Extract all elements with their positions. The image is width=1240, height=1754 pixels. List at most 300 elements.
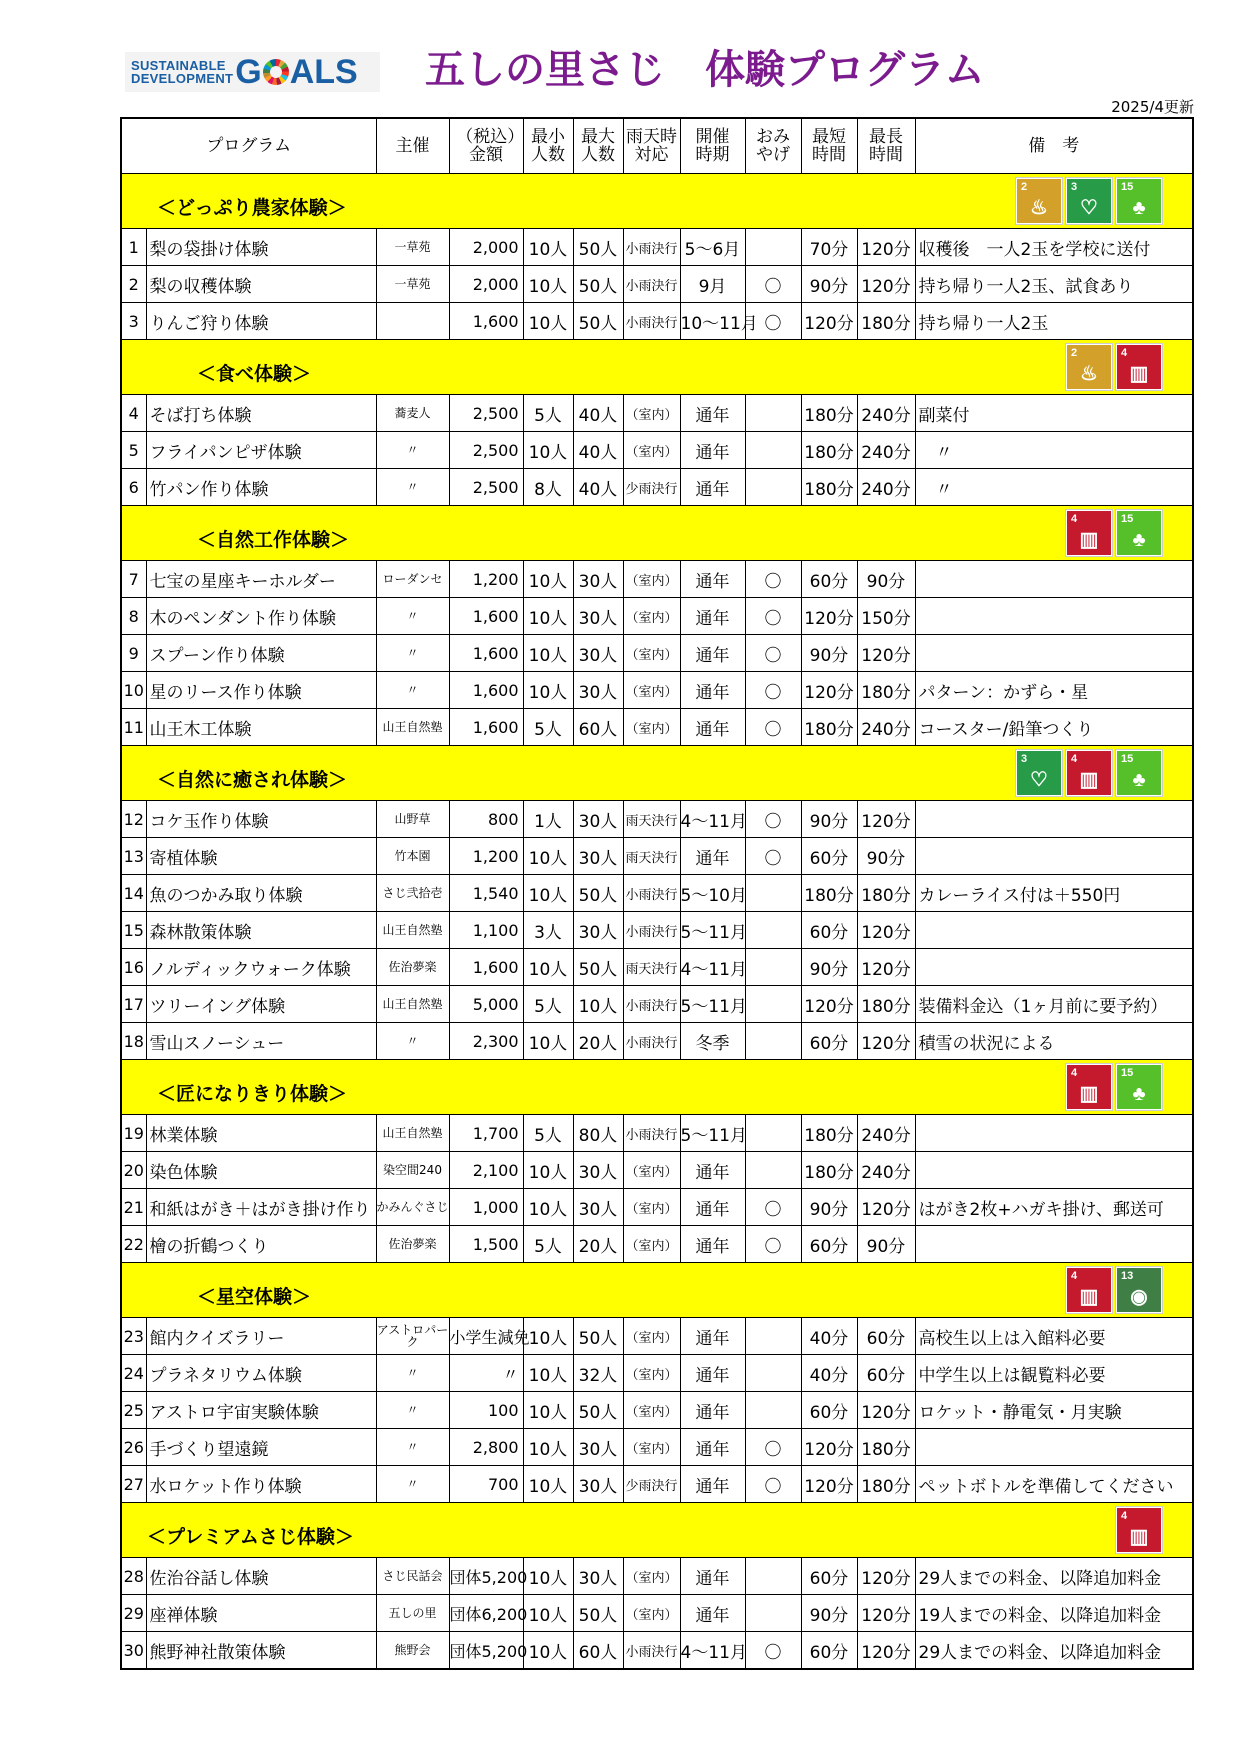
- shortest-time: 90分: [801, 1595, 857, 1632]
- rain-policy: （室内）: [623, 1355, 680, 1392]
- remarks: コースター/鉛筆つくり: [915, 709, 1193, 746]
- price: 1,100: [449, 912, 523, 949]
- min-people: 10人: [523, 875, 573, 912]
- updated-date: 2025/4更新: [1111, 98, 1194, 116]
- shortest-time: 120分: [801, 672, 857, 709]
- row-number: 14: [121, 875, 146, 912]
- table-row: [121, 1466, 1193, 1503]
- sdg-goal-icons: [1016, 178, 1162, 224]
- shortest-time: 90分: [801, 949, 857, 986]
- remarks: ペットボトルを準備してください: [915, 1466, 1193, 1503]
- price: 1,200: [449, 561, 523, 598]
- rain-policy: 少雨決行: [623, 469, 680, 506]
- remarks: [915, 1226, 1193, 1263]
- book-icon: ▥: [1079, 1083, 1099, 1105]
- longest-time: 60分: [857, 1355, 915, 1392]
- host-name: 〃: [376, 635, 449, 672]
- longest-time: 240分: [857, 395, 915, 432]
- remarks: 持ち帰り一人2玉: [915, 303, 1193, 340]
- section-header-cell: [121, 1503, 1193, 1558]
- max-people: 80人: [573, 1115, 623, 1152]
- rain-policy: （室内）: [623, 1318, 680, 1355]
- program-name: 寄植体験: [146, 838, 376, 875]
- price: 1,000: [449, 1189, 523, 1226]
- shortest-time: 40分: [801, 1318, 857, 1355]
- header-price-label: （税込）金額: [456, 127, 516, 165]
- period: 通年: [680, 1429, 745, 1466]
- longest-time: 240分: [857, 469, 915, 506]
- max-people: 30人: [573, 1466, 623, 1503]
- sdg-goal-13-eye-globe-icon: [1116, 1267, 1162, 1313]
- sdg-goal-number: 2: [1021, 181, 1028, 193]
- rain-policy: （室内）: [623, 635, 680, 672]
- max-people: 40人: [573, 469, 623, 506]
- host-name: 〃: [376, 432, 449, 469]
- section-header-cell: [121, 174, 1193, 229]
- page-title: 五しの里さじ 体験プログラム: [425, 47, 985, 93]
- rain-policy: （室内）: [623, 432, 680, 469]
- remarks: 装備料金込（1ヶ月前に要予約）: [915, 986, 1193, 1023]
- rain-policy: 小雨決行: [623, 1115, 680, 1152]
- book-icon: ▥: [1079, 529, 1099, 551]
- program-name: コケ玉作り体験: [146, 801, 376, 838]
- sdgs-logo: [125, 52, 380, 92]
- souvenir-mark: 〇: [745, 1226, 801, 1263]
- min-people: 1人: [523, 801, 573, 838]
- longest-time: 120分: [857, 1632, 915, 1670]
- program-name: 七宝の星座キーホルダー: [146, 561, 376, 598]
- longest-time: 120分: [857, 1392, 915, 1429]
- remarks: [915, 1429, 1193, 1466]
- program-name: プラネタリウム体験: [146, 1355, 376, 1392]
- program-name: 森林散策体験: [146, 912, 376, 949]
- remarks: 〃: [915, 432, 1193, 469]
- book-icon: ▥: [1129, 1526, 1149, 1548]
- row-number: 19: [121, 1115, 146, 1152]
- program-name: フライパンピザ体験: [146, 432, 376, 469]
- shortest-time: 90分: [801, 1189, 857, 1226]
- period: 9月: [680, 266, 745, 303]
- price: 700: [449, 1466, 523, 1503]
- period: 5～11月: [680, 912, 745, 949]
- sdg-goal-4-book-icon: [1066, 1267, 1112, 1313]
- program-name: アストロ宇宙実験体験: [146, 1392, 376, 1429]
- table-row: [121, 1226, 1193, 1263]
- host-name: かみんぐさじ: [376, 1189, 449, 1226]
- sdg-goal-3-heartbeat-icon: [1066, 178, 1112, 224]
- program-name: 手づくり望遠鏡: [146, 1429, 376, 1466]
- bowl-icon: ♨: [1080, 363, 1098, 385]
- max-people: 40人: [573, 432, 623, 469]
- souvenir-mark: [745, 1595, 801, 1632]
- remarks: [915, 949, 1193, 986]
- souvenir-mark: [745, 432, 801, 469]
- sdg-goal-number: 3: [1071, 181, 1078, 193]
- rain-policy: （室内）: [623, 395, 680, 432]
- remarks: はがき2枚+ハガキ掛け、郵送可: [915, 1189, 1193, 1226]
- souvenir-mark: [745, 395, 801, 432]
- section-title: ＜食べ体験＞: [197, 363, 312, 385]
- remarks: 高校生以上は入館料必要: [915, 1318, 1193, 1355]
- row-number: 9: [121, 635, 146, 672]
- row-number: 30: [121, 1632, 146, 1670]
- rain-policy: （室内）: [623, 1595, 680, 1632]
- sdg-goal-4-book-icon: [1066, 750, 1112, 796]
- sdg-goal-icons: [1066, 1064, 1162, 1110]
- souvenir-mark: 〇: [745, 709, 801, 746]
- section-title: ＜星空体験＞: [197, 1286, 312, 1308]
- shortest-time: 70分: [801, 229, 857, 266]
- min-people: 10人: [523, 598, 573, 635]
- program-name: ノルディックウォーク体験: [146, 949, 376, 986]
- souvenir-mark: [745, 1023, 801, 1060]
- min-people: 10人: [523, 1355, 573, 1392]
- section-title: ＜プレミアムさじ体験＞: [147, 1526, 354, 1548]
- min-people: 10人: [523, 672, 573, 709]
- rain-policy: （室内）: [623, 672, 680, 709]
- remarks: 〃: [915, 469, 1193, 506]
- row-number: 16: [121, 949, 146, 986]
- sdgs-logo-goals: G ALS: [235, 53, 358, 91]
- price: 1,500: [449, 1226, 523, 1263]
- program-name: 山王木工体験: [146, 709, 376, 746]
- remarks: 持ち帰り一人2玉、試食あり: [915, 266, 1193, 303]
- max-people: 60人: [573, 709, 623, 746]
- host-name: 〃: [376, 1429, 449, 1466]
- table-row: [121, 1429, 1193, 1466]
- sdg-goal-number: 15: [1121, 1067, 1134, 1079]
- rain-policy: （室内）: [623, 1152, 680, 1189]
- section-header-row: [121, 746, 1193, 801]
- max-people: 20人: [573, 1023, 623, 1060]
- souvenir-mark: 〇: [745, 561, 801, 598]
- rain-policy: （室内）: [623, 1189, 680, 1226]
- price: 1,600: [449, 672, 523, 709]
- sdg-goal-number: 4: [1071, 1067, 1078, 1079]
- souvenir-mark: 〇: [745, 1429, 801, 1466]
- table-row: [121, 801, 1193, 838]
- host-name: 山王自然塾: [376, 986, 449, 1023]
- host-name: 〃: [376, 598, 449, 635]
- price: 800: [449, 801, 523, 838]
- shortest-time: 120分: [801, 986, 857, 1023]
- section-header-cell: [121, 1263, 1193, 1318]
- max-people: 60人: [573, 1632, 623, 1670]
- header-shortest-label: 最短時間: [812, 127, 846, 165]
- longest-time: 180分: [857, 875, 915, 912]
- period: 通年: [680, 1466, 745, 1503]
- min-people: 5人: [523, 1115, 573, 1152]
- program-name: 雪山スノーシュー: [146, 1023, 376, 1060]
- table-row: [121, 912, 1193, 949]
- period: 10～11月: [680, 303, 745, 340]
- rain-policy: 小雨決行: [623, 303, 680, 340]
- header-min: [523, 118, 573, 174]
- sdg-goal-number: 4: [1071, 513, 1078, 525]
- longest-time: 180分: [857, 1466, 915, 1503]
- section-title: ＜自然工作体験＞: [197, 529, 350, 551]
- sdg-goal-icons: [1116, 1507, 1162, 1553]
- remarks: [915, 912, 1193, 949]
- price: 2,800: [449, 1429, 523, 1466]
- longest-time: 180分: [857, 986, 915, 1023]
- table-row: [121, 1558, 1193, 1595]
- price: 2,300: [449, 1023, 523, 1060]
- max-people: 40人: [573, 395, 623, 432]
- remarks: [915, 561, 1193, 598]
- sdg-goal-15-tree-icon: [1116, 750, 1162, 796]
- shortest-time: 180分: [801, 469, 857, 506]
- table-row: [121, 672, 1193, 709]
- table-row: [121, 266, 1193, 303]
- period: 5～6月: [680, 229, 745, 266]
- price: 団体5,200: [449, 1558, 523, 1595]
- program-name: 星のリース作り体験: [146, 672, 376, 709]
- souvenir-mark: 〇: [745, 303, 801, 340]
- remarks: 副菜付: [915, 395, 1193, 432]
- price: 2,000: [449, 266, 523, 303]
- row-number: 8: [121, 598, 146, 635]
- price: 1,600: [449, 598, 523, 635]
- table-row: [121, 229, 1193, 266]
- shortest-time: 90分: [801, 635, 857, 672]
- table-row: [121, 1355, 1193, 1392]
- program-table: [120, 117, 1194, 1670]
- rain-policy: 小雨決行: [623, 986, 680, 1023]
- table-row: [121, 986, 1193, 1023]
- row-number: 13: [121, 838, 146, 875]
- host-name: 〃: [376, 1466, 449, 1503]
- host-name: 五しの里: [376, 1595, 449, 1632]
- remarks: [915, 1152, 1193, 1189]
- header-rain: [623, 118, 680, 174]
- period: 通年: [680, 709, 745, 746]
- rain-policy: 小雨決行: [623, 912, 680, 949]
- shortest-time: 180分: [801, 875, 857, 912]
- table-row: [121, 1189, 1193, 1226]
- souvenir-mark: [745, 1558, 801, 1595]
- price: 1,600: [449, 635, 523, 672]
- shortest-time: 90分: [801, 266, 857, 303]
- longest-time: 120分: [857, 1023, 915, 1060]
- program-name: 梨の収穫体験: [146, 266, 376, 303]
- host-name: 蕎麦人: [376, 395, 449, 432]
- table-row: [121, 303, 1193, 340]
- row-number: 12: [121, 801, 146, 838]
- program-name: 魚のつかみ取り体験: [146, 875, 376, 912]
- rain-policy: （室内）: [623, 1429, 680, 1466]
- period: 通年: [680, 1595, 745, 1632]
- shortest-time: 60分: [801, 1023, 857, 1060]
- price: 2,000: [449, 229, 523, 266]
- sdg-goal-3-heartbeat-icon: [1016, 750, 1062, 796]
- min-people: 5人: [523, 395, 573, 432]
- min-people: 10人: [523, 432, 573, 469]
- souvenir-mark: [745, 1392, 801, 1429]
- sdg-goal-number: 4: [1071, 1270, 1078, 1282]
- price: 〃: [449, 1355, 523, 1392]
- program-name: 佐治谷話し体験: [146, 1558, 376, 1595]
- max-people: 30人: [573, 1429, 623, 1466]
- min-people: 10人: [523, 266, 573, 303]
- host-name: 〃: [376, 1355, 449, 1392]
- row-number: 2: [121, 266, 146, 303]
- row-number: 29: [121, 1595, 146, 1632]
- max-people: 50人: [573, 1392, 623, 1429]
- price: 1,700: [449, 1115, 523, 1152]
- period: 通年: [680, 838, 745, 875]
- table-row: [121, 395, 1193, 432]
- min-people: 5人: [523, 1226, 573, 1263]
- souvenir-mark: [745, 1115, 801, 1152]
- program-name: りんご狩り体験: [146, 303, 376, 340]
- sdg-goal-4-book-icon: [1116, 1507, 1162, 1553]
- program-name: 和紙はがき＋はがき掛け作り: [146, 1189, 376, 1226]
- max-people: 30人: [573, 801, 623, 838]
- table-body: [121, 174, 1193, 1670]
- shortest-time: 90分: [801, 801, 857, 838]
- section-header-cell: [121, 746, 1193, 801]
- row-number: 4: [121, 395, 146, 432]
- min-people: 10人: [523, 303, 573, 340]
- rain-policy: （室内）: [623, 1392, 680, 1429]
- min-people: 10人: [523, 1189, 573, 1226]
- souvenir-mark: [745, 229, 801, 266]
- max-people: 50人: [573, 1595, 623, 1632]
- program-name: ツリーイング体験: [146, 986, 376, 1023]
- program-name: 木のペンダント作り体験: [146, 598, 376, 635]
- longest-time: 240分: [857, 709, 915, 746]
- longest-time: 240分: [857, 1152, 915, 1189]
- price: 2,500: [449, 395, 523, 432]
- max-people: 30人: [573, 1152, 623, 1189]
- host-name: 一草苑: [376, 266, 449, 303]
- shortest-time: 40分: [801, 1355, 857, 1392]
- sdgs-logo-small-text: SUSTAINABLE DEVELOPMENT: [131, 58, 234, 86]
- sdg-wheel-icon: [263, 59, 289, 85]
- max-people: 30人: [573, 635, 623, 672]
- period: 通年: [680, 561, 745, 598]
- tree-icon: ♣: [1132, 1083, 1146, 1105]
- program-name: 熊野神社散策体験: [146, 1632, 376, 1670]
- price: 1,600: [449, 303, 523, 340]
- row-number: 25: [121, 1392, 146, 1429]
- tree-icon: ♣: [1132, 769, 1146, 791]
- program-name: 林業体験: [146, 1115, 376, 1152]
- header-max-label: 最大人数: [581, 127, 615, 165]
- host-name: 佐治夢楽: [376, 949, 449, 986]
- longest-time: 120分: [857, 266, 915, 303]
- row-number: 17: [121, 986, 146, 1023]
- period: 5～11月: [680, 986, 745, 1023]
- header-souvenir-label: おみやげ: [756, 127, 790, 165]
- table-row: [121, 1595, 1193, 1632]
- host-name: 一草苑: [376, 229, 449, 266]
- price: 小学生減免: [449, 1318, 523, 1355]
- rain-policy: 雨天決行: [623, 838, 680, 875]
- sdg-goal-15-tree-icon: [1116, 510, 1162, 556]
- header-rain-label: 雨天時対応: [626, 127, 677, 165]
- section-header-row: [121, 1263, 1193, 1318]
- host-name: 山野草: [376, 801, 449, 838]
- souvenir-mark: 〇: [745, 801, 801, 838]
- row-number: 26: [121, 1429, 146, 1466]
- souvenir-mark: 〇: [745, 838, 801, 875]
- section-header-row: [121, 174, 1193, 229]
- min-people: 8人: [523, 469, 573, 506]
- remarks: パターン：かずら・星: [915, 672, 1193, 709]
- longest-time: 120分: [857, 801, 915, 838]
- tree-icon: ♣: [1132, 197, 1146, 219]
- souvenir-mark: [745, 1152, 801, 1189]
- sdg-goal-icons: [1066, 344, 1162, 390]
- souvenir-mark: 〇: [745, 672, 801, 709]
- sdg-goal-15-tree-icon: [1116, 1064, 1162, 1110]
- period: 通年: [680, 432, 745, 469]
- max-people: 50人: [573, 1318, 623, 1355]
- max-people: 30人: [573, 1189, 623, 1226]
- header-program: プログラム: [121, 118, 376, 174]
- remarks: [915, 838, 1193, 875]
- longest-time: 180分: [857, 672, 915, 709]
- period: 通年: [680, 469, 745, 506]
- longest-time: 90分: [857, 838, 915, 875]
- shortest-time: 60分: [801, 838, 857, 875]
- host-name: アストロパーク: [376, 1318, 449, 1355]
- max-people: 50人: [573, 875, 623, 912]
- longest-time: 180分: [857, 1429, 915, 1466]
- remarks: [915, 635, 1193, 672]
- souvenir-mark: [745, 875, 801, 912]
- section-title: ＜匠になりきり体験＞: [157, 1083, 348, 1105]
- rain-policy: （室内）: [623, 1558, 680, 1595]
- header-max: [573, 118, 623, 174]
- max-people: 50人: [573, 949, 623, 986]
- row-number: 3: [121, 303, 146, 340]
- table-row: [121, 635, 1193, 672]
- shortest-time: 120分: [801, 598, 857, 635]
- period: 通年: [680, 1558, 745, 1595]
- longest-time: 150分: [857, 598, 915, 635]
- host-name: [376, 303, 449, 340]
- table-row: [121, 469, 1193, 506]
- longest-time: 120分: [857, 949, 915, 986]
- rain-policy: 雨天決行: [623, 801, 680, 838]
- header-longest-label: 最長時間: [869, 127, 903, 165]
- max-people: 50人: [573, 229, 623, 266]
- section-title: ＜どっぷり農家体験＞: [157, 197, 347, 219]
- longest-time: 240分: [857, 1115, 915, 1152]
- max-people: 10人: [573, 986, 623, 1023]
- program-name: 館内クイズラリー: [146, 1318, 376, 1355]
- table-row: [121, 1632, 1193, 1670]
- period: 通年: [680, 635, 745, 672]
- remarks: [915, 1115, 1193, 1152]
- remarks: 29人までの料金、以降追加料金: [915, 1632, 1193, 1670]
- souvenir-mark: 〇: [745, 1466, 801, 1503]
- section-header-row: [121, 506, 1193, 561]
- rain-policy: （室内）: [623, 709, 680, 746]
- program-name: 染色体験: [146, 1152, 376, 1189]
- max-people: 32人: [573, 1355, 623, 1392]
- remarks: 収穫後 一人2玉を学校に送付: [915, 229, 1193, 266]
- min-people: 5人: [523, 986, 573, 1023]
- row-number: 21: [121, 1189, 146, 1226]
- rain-policy: 小雨決行: [623, 875, 680, 912]
- sdg-goal-icons: [1066, 1267, 1162, 1313]
- souvenir-mark: 〇: [745, 266, 801, 303]
- header-min-label: 最小人数: [531, 127, 565, 165]
